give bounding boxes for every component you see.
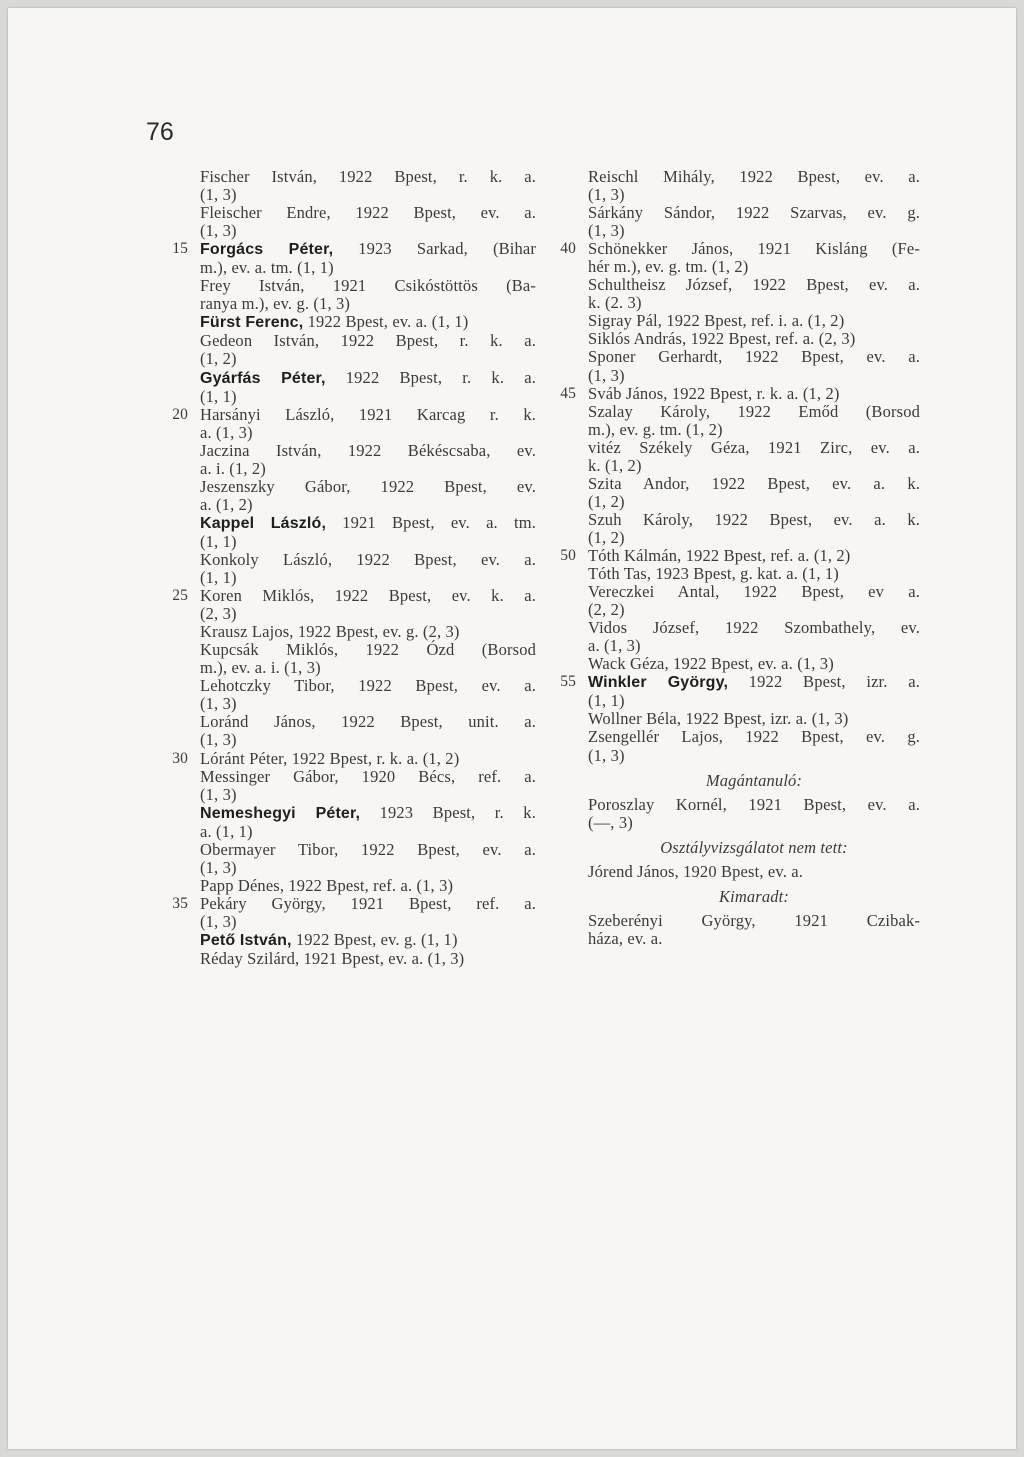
- entry-line: Poroszlay Kornél, 1921 Bpest, ev. a.: [588, 794, 920, 814]
- student-entry: [588, 168, 920, 204]
- student-entry: [560, 545, 920, 565]
- student-name: Fürst Ferenc,: [200, 314, 304, 332]
- entry-line: ranya m.), ev. g. (1, 3): [200, 294, 351, 314]
- student-entry: [588, 330, 920, 348]
- entry-line: Schönekker János, 1921 Kisláng (Fe-: [588, 239, 920, 259]
- entry-line: Vereczkei Antal, 1922 Bpest, ev a.: [588, 582, 920, 602]
- student-entry: [200, 641, 536, 677]
- student-entry: [588, 619, 920, 655]
- entry-line: k. (2. 3): [588, 293, 642, 313]
- entry-line: (1, 3): [588, 745, 625, 765]
- entry-line: hér m.), ev. g. tm. (1, 2): [588, 257, 749, 277]
- entry-line: Tóth Tas, 1923 Bpest, g. kat. a. (1, 1): [588, 564, 839, 584]
- student-entry: [172, 893, 536, 931]
- entry-number: 35: [172, 894, 188, 912]
- entry-number: 45: [560, 384, 576, 402]
- entry-line: Harsányi László, 1921 Karcag r. k.: [200, 404, 536, 424]
- student-entry: [172, 748, 536, 768]
- student-entry: [588, 511, 920, 547]
- entry-line: (2, 3): [200, 604, 237, 624]
- entry-line: Koren Miklós, 1922 Bpest, ev. k. a.: [200, 586, 536, 606]
- student-entry: [588, 655, 920, 673]
- student-entry: [588, 728, 920, 764]
- student-entry: [560, 383, 920, 403]
- entry-line: Winkler György, 1922 Bpest, izr. a.: [588, 672, 920, 692]
- entry-line: m.), ev. g. tm. (1, 2): [588, 419, 723, 439]
- student-entry: [200, 768, 536, 804]
- entry-line: Loránd János, 1922 Bpest, unit. a.: [200, 712, 536, 732]
- student-entry: [588, 565, 920, 583]
- entry-line: Sigray Pál, 1922 Bpest, ref. i. a. (1, 2): [588, 311, 845, 331]
- student-entry: [200, 551, 536, 587]
- page-number: 76: [146, 118, 174, 146]
- entry-line: Zsengellér Lajos, 1922 Bpest, ev. g.: [588, 727, 920, 747]
- entry-number: 15: [172, 240, 188, 258]
- entry-line: Konkoly László, 1922 Bpest, ev. a.: [200, 549, 536, 569]
- entry-line: (1, 2): [588, 527, 625, 547]
- entry-line: Kappel László, 1921 Bpest, ev. a. tm.: [200, 512, 537, 532]
- entry-line: a. (1, 1): [200, 821, 253, 841]
- student-entry: [200, 168, 536, 204]
- entry-line: (1, 3): [200, 730, 237, 750]
- entry-line: m.), ev. a. tm. (1, 1): [200, 258, 334, 278]
- student-entry: [588, 863, 920, 881]
- entry-line: (1, 1): [200, 568, 237, 588]
- entry-line: (1, 3): [200, 911, 237, 931]
- student-name: Winkler György,: [588, 674, 729, 692]
- entry-line: Pekáry György, 1921 Bpest, ref. a.: [200, 893, 536, 913]
- student-entry: [588, 710, 920, 728]
- section-heading: Osztályvizsgálatot nem tett:: [660, 837, 848, 857]
- entry-line: Szita Andor, 1922 Bpest, ev. a. k.: [588, 473, 920, 493]
- student-entry: [588, 912, 920, 948]
- entry-line: (1, 3): [200, 221, 237, 241]
- student-name: Forgács Péter,: [200, 241, 334, 259]
- left-column: [172, 167, 537, 969]
- student-entry: [200, 713, 536, 749]
- entry-line: Fürst Ferenc, 1922 Bpest, ev. a. (1, 1): [200, 312, 469, 332]
- entry-number: 55: [560, 673, 576, 691]
- student-entry: [560, 239, 920, 277]
- student-entry: [200, 369, 536, 406]
- student-entry: [200, 877, 536, 895]
- student-entry: [200, 478, 536, 514]
- entry-line: Szalay Károly, 1922 Emőd (Borsod: [588, 401, 920, 421]
- entry-line: Szuh Károly, 1922 Bpest, ev. a. k.: [588, 509, 920, 529]
- entry-line: Papp Dénes, 1922 Bpest, ref. a. (1, 3): [200, 875, 454, 895]
- entry-line: Messinger Gábor, 1920 Bécs, ref. a.: [200, 766, 536, 786]
- entry-line: Jaczina István, 1922 Békéscsaba, ev.: [200, 440, 536, 460]
- student-entry: [200, 677, 536, 713]
- entry-line: a. (1, 3): [588, 636, 641, 656]
- student-name: Gyárfás Péter,: [200, 369, 326, 387]
- entry-line: (2, 2): [588, 600, 625, 620]
- entry-line: Lehotczky Tibor, 1922 Bpest, ev. a.: [200, 676, 536, 696]
- student-entry: [200, 623, 536, 641]
- student-entry: [200, 277, 536, 313]
- entry-line: Jeszenszky Gábor, 1922 Bpest, ev.: [200, 476, 536, 496]
- entry-line: Réday Szilárd, 1921 Bpest, ev. a. (1, 3): [200, 949, 465, 969]
- student-entry: [200, 804, 536, 841]
- entry-line: Fischer István, 1922 Bpest, r. k. a.: [200, 167, 536, 186]
- entry-line: m.), ev. a. i. (1, 3): [200, 658, 321, 678]
- entry-number: 20: [172, 405, 188, 423]
- entry-line: Reischl Mihály, 1922 Bpest, ev. a.: [588, 167, 920, 186]
- entry-line: háza, ev. a.: [588, 928, 663, 948]
- entry-line: Jórend János, 1920 Bpest, ev. a.: [588, 861, 803, 881]
- entry-line: Siklós András, 1922 Bpest, ref. a. (2, 3): [588, 329, 856, 349]
- entry-line: (1, 3): [588, 365, 625, 385]
- entry-line: k. (1, 2): [588, 455, 642, 475]
- student-entry: [172, 586, 536, 624]
- entry-line: (1, 3): [200, 185, 237, 205]
- student-entry: [200, 332, 536, 368]
- entry-line: a. (1, 2): [200, 494, 253, 514]
- student-entry: [588, 475, 920, 511]
- entry-line: (1, 2): [200, 349, 237, 369]
- entry-line: (1, 3): [200, 857, 237, 877]
- entry-line: Sárkány Sándor, 1922 Szarvas, ev. g.: [588, 203, 920, 223]
- entry-line: (—, 3): [588, 812, 633, 832]
- entry-number: 50: [560, 546, 576, 564]
- student-entry: [200, 313, 536, 332]
- student-entry: [200, 514, 536, 551]
- student-entry: [588, 583, 920, 619]
- entry-line: Frey István, 1921 Csikóstöttös (Ba-: [200, 276, 536, 296]
- student-entry: [200, 931, 536, 950]
- entry-line: Forgács Péter, 1923 Sarkad, (Bihar: [200, 239, 536, 259]
- student-name: Pető István,: [200, 931, 292, 949]
- student-entry: [588, 204, 920, 240]
- right-column: [560, 167, 920, 948]
- entry-number: 30: [172, 749, 188, 767]
- entry-line: Kupcsák Miklós, 1922 Ózd (Borsod: [200, 640, 536, 660]
- student-entry: [588, 312, 920, 330]
- student-entry: [172, 239, 536, 278]
- entry-line: (1, 3): [588, 185, 625, 205]
- document-page: [8, 8, 1016, 1449]
- entry-line: Gedeon István, 1922 Bpest, r. k. a.: [200, 331, 536, 351]
- entry-line: Szeberényi György, 1921 Czibak-: [588, 910, 920, 930]
- entry-line: Vidos József, 1922 Szombathely, ev.: [588, 618, 920, 638]
- student-entry: [560, 672, 920, 711]
- entry-number: 25: [172, 587, 188, 605]
- student-entry: [200, 442, 536, 478]
- entry-line: Lóránt Péter, 1922 Bpest, r. k. a. (1, 2): [200, 748, 460, 768]
- entry-number: 40: [560, 240, 576, 258]
- student-entry: [200, 204, 536, 240]
- entry-line: (1, 3): [200, 784, 237, 804]
- student-name: Kappel László,: [200, 514, 327, 532]
- entry-line: vitéz Székely Géza, 1921 Zirc, ev. a.: [588, 437, 920, 457]
- entry-line: Obermayer Tibor, 1922 Bpest, ev. a.: [200, 839, 536, 859]
- entry-line: Wack Géza, 1922 Bpest, ev. a. (1, 3): [588, 654, 834, 674]
- student-entry: [172, 404, 536, 442]
- section-heading: Magántanuló:: [705, 770, 803, 790]
- entry-line: (1, 1): [200, 386, 237, 406]
- entry-line: (1, 2): [588, 491, 625, 511]
- entry-line: Pető István, 1922 Bpest, ev. g. (1, 1): [200, 929, 458, 949]
- entry-line: (1, 3): [588, 221, 625, 241]
- student-entry: [588, 439, 920, 475]
- section-heading: Kimaradt:: [718, 886, 790, 906]
- student-name: Nemeshegyi Péter,: [200, 804, 361, 822]
- student-entry: [200, 841, 536, 877]
- student-entry: [588, 276, 920, 312]
- entry-line: Nemeshegyi Péter, 1923 Bpest, r. k.: [200, 802, 536, 822]
- entry-line: Schultheisz József, 1922 Bpest, ev. a.: [588, 275, 920, 295]
- entry-line: Wollner Béla, 1922 Bpest, izr. a. (1, 3): [588, 709, 849, 729]
- student-entry: [588, 403, 920, 439]
- entry-line: Gyárfás Péter, 1922 Bpest, r. k. a.: [200, 367, 536, 387]
- entry-line: Krausz Lajos, 1922 Bpest, ev. g. (2, 3): [200, 622, 460, 642]
- entry-line: (1, 1): [588, 691, 625, 711]
- entry-line: Sponer Gerhardt, 1922 Bpest, ev. a.: [588, 347, 920, 367]
- entry-line: Sváb János, 1922 Bpest, r. k. a. (1, 2): [588, 383, 840, 403]
- student-entry: [588, 796, 920, 832]
- entry-line: Tóth Kálmán, 1922 Bpest, ref. a. (1, 2): [588, 545, 851, 565]
- student-entry: [588, 348, 920, 384]
- entry-line: a. (1, 3): [200, 422, 253, 442]
- entry-line: (1, 1): [200, 531, 237, 551]
- entry-line: (1, 3): [200, 694, 237, 714]
- student-entry: [200, 950, 536, 968]
- entry-line: a. i. (1, 2): [200, 458, 266, 478]
- entry-line: Fleischer Endre, 1922 Bpest, ev. a.: [200, 203, 536, 223]
